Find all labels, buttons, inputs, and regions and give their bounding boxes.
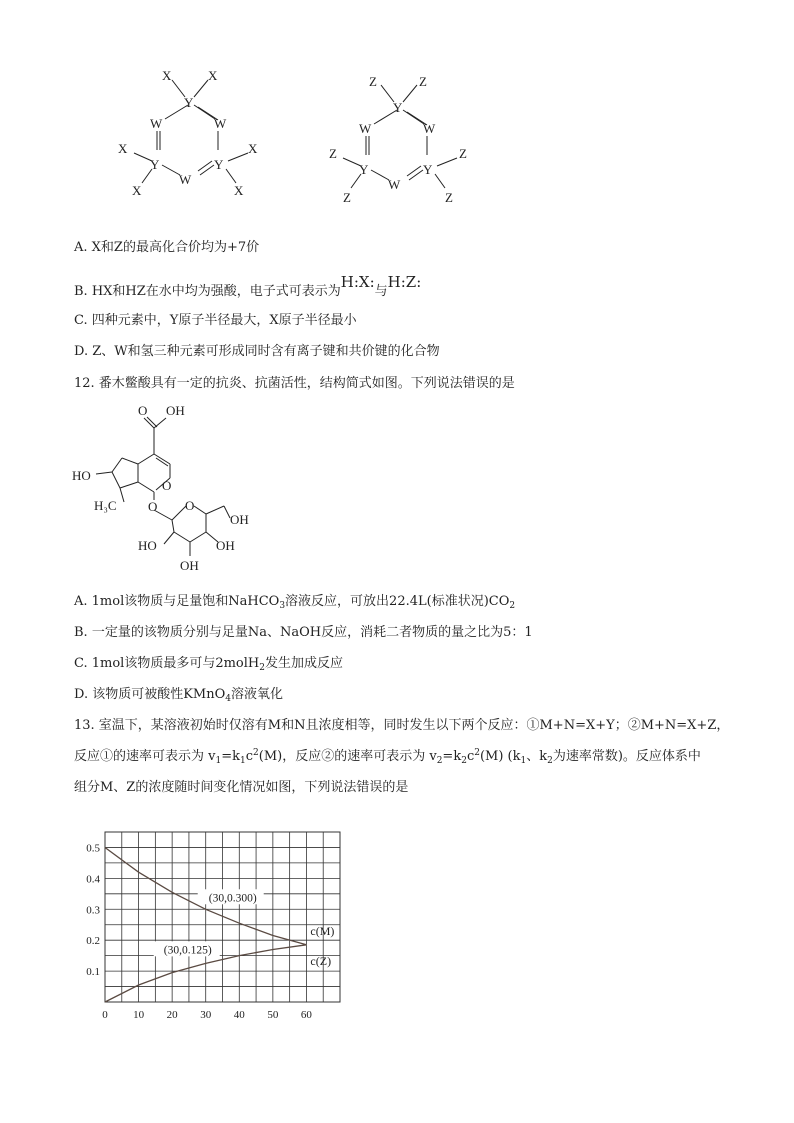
q11-option-b-and: 与 — [374, 284, 388, 299]
subscript: 3 — [279, 601, 286, 611]
atom-h3c: H₃C — [94, 498, 117, 513]
electron-formula-hx: H:X: — [340, 273, 375, 291]
atom-y: Y — [184, 95, 194, 110]
q12-option-a-text: A. 1mol该物质与足量饱和NaHCO — [74, 594, 280, 609]
ring-o: O — [162, 478, 172, 493]
molecule-1-structure — [110, 65, 270, 210]
text: 为速率常数)。反应体系中 — [552, 749, 701, 764]
y-tick-label: 0.1 — [86, 966, 100, 979]
text: c — [245, 749, 254, 764]
x-tick-label: 30 — [200, 1009, 212, 1021]
q12-structure — [70, 398, 270, 576]
atom-y: Y — [423, 162, 433, 177]
atom-oh: OH — [230, 512, 249, 527]
q12-stem: 12. 番木鳖酸具有一定的抗炎、抗菌活性，结构简式如图。下列说法错误的是 — [74, 376, 515, 391]
atom-z: Z — [459, 146, 467, 161]
y-tick-label: 0.4 — [86, 873, 100, 886]
glycoside-o: O — [148, 499, 158, 514]
atom-w: W — [423, 121, 436, 136]
text: (M) (k — [479, 749, 521, 764]
subscript: 2 — [547, 756, 553, 766]
chart-svg — [80, 826, 350, 1026]
atom-x: X — [248, 141, 258, 156]
annotation-label: (30,0.125) — [163, 944, 212, 957]
concentration-time-chart — [80, 826, 350, 1026]
superscript: 2 — [253, 748, 259, 758]
subscript: 4 — [225, 694, 232, 704]
text: 反应①的速率可表示为 v — [74, 749, 216, 764]
text: =k — [221, 749, 240, 764]
q11-option-a: A. X和Z的最高化合价均为+7价 — [74, 240, 260, 255]
y-tick-label: 0.2 — [86, 935, 100, 948]
molecule-2-structure — [325, 70, 485, 215]
q12-option-a — [74, 590, 515, 611]
atom-w: W — [214, 116, 227, 131]
x-tick-label: 40 — [233, 1009, 245, 1021]
x-tick-label: 0 — [102, 1009, 108, 1021]
atom-y: Y — [393, 100, 403, 115]
x-tick-label: 50 — [267, 1009, 279, 1021]
q12-option-d-text-2: 溶液氧化 — [231, 687, 284, 702]
text: =k — [442, 749, 462, 764]
subscript: 1 — [215, 756, 222, 766]
x-tick-label: 60 — [300, 1009, 312, 1021]
atom-o: O — [138, 403, 148, 418]
subscript: 1 — [520, 756, 527, 766]
text: (M)，反应②的速率可表示为 v — [258, 749, 437, 764]
subscript: 2 — [509, 601, 516, 611]
atom-ho: HO — [138, 538, 157, 553]
x-tick-label: 20 — [166, 1009, 178, 1021]
text: c — [466, 749, 475, 764]
atom-x: X — [132, 183, 142, 198]
subscript: 2 — [259, 663, 265, 673]
q12-option-a-text-2: 溶液反应，可放出22.4L(标准状况)CO — [285, 594, 510, 609]
electron-formula-hz: H:Z: — [387, 273, 422, 291]
atom-x: X — [162, 68, 172, 83]
q12-option-c-text: C. 1mol该物质最多可与2molH — [74, 656, 260, 671]
atom-z: Z — [369, 74, 377, 89]
q11-option-b — [74, 273, 422, 299]
y-tick-label: 0.5 — [86, 842, 100, 855]
q11-option-b-text: B. HX和HZ在水中均为强酸，电子式可表示为 — [74, 284, 341, 299]
q13-stem-line2 — [74, 745, 701, 766]
atom-ho: HO — [72, 468, 91, 483]
atom-w: W — [359, 121, 372, 136]
atom-x: X — [234, 183, 244, 198]
x-tick-label: 10 — [133, 1009, 145, 1021]
atom-z: Z — [419, 74, 427, 89]
atom-z: Z — [329, 146, 337, 161]
atom-z: Z — [343, 190, 351, 205]
subscript: 1 — [240, 756, 246, 766]
atom-w: W — [388, 177, 401, 192]
q11-option-c: C. 四种元素中，Y原子半径最大，X原子半径最小 — [74, 313, 357, 328]
q12-option-d-text: D. 该物质可被酸性KMnO — [74, 687, 226, 702]
atom-oh: OH — [166, 403, 185, 418]
series-label: c(Z) — [310, 953, 332, 968]
q11-option-d: D. Z、W和氢三种元素可形成同时含有离子键和共价键的化合物 — [74, 344, 440, 359]
atom-oh: OH — [180, 558, 199, 573]
subscript: 2 — [436, 756, 443, 766]
atom-y: Y — [359, 162, 369, 177]
q12-option-c-text-2: 发生加成反应 — [265, 656, 344, 671]
annotation-label: (30,0.300) — [208, 892, 257, 905]
q13-stem-line1: 13. 室温下，某溶液初始时仅溶有M和N且浓度相等，同时发生以下两个反应：①M+N=X+Y；②M+N=X+Z， — [74, 718, 730, 733]
subscript: 2 — [461, 756, 467, 766]
atom-w: W — [179, 172, 192, 187]
atom-z: Z — [445, 190, 453, 205]
series-label: c(M) — [310, 923, 335, 938]
atom-x: X — [208, 68, 218, 83]
y-tick-label: 0.3 — [86, 904, 100, 917]
q13-stem-line3: 组分M、Z的浓度随时间变化情况如图，下列说法错误的是 — [74, 780, 409, 795]
q12-option-d — [74, 683, 283, 704]
atom-w: W — [150, 116, 163, 131]
atom-oh: OH — [216, 538, 235, 553]
sugar-ring-o: O — [185, 498, 195, 513]
q12-option-b: B. 一定量的该物质分别与足量Na、NaOH反应，消耗二者物质的量之比为5：1 — [74, 625, 533, 640]
q12-option-c — [74, 652, 343, 673]
text: 、k — [526, 749, 548, 764]
atom-y: Y — [214, 157, 224, 172]
superscript: 2 — [474, 748, 480, 758]
atom-x: X — [118, 141, 128, 156]
atom-y: Y — [150, 157, 160, 172]
